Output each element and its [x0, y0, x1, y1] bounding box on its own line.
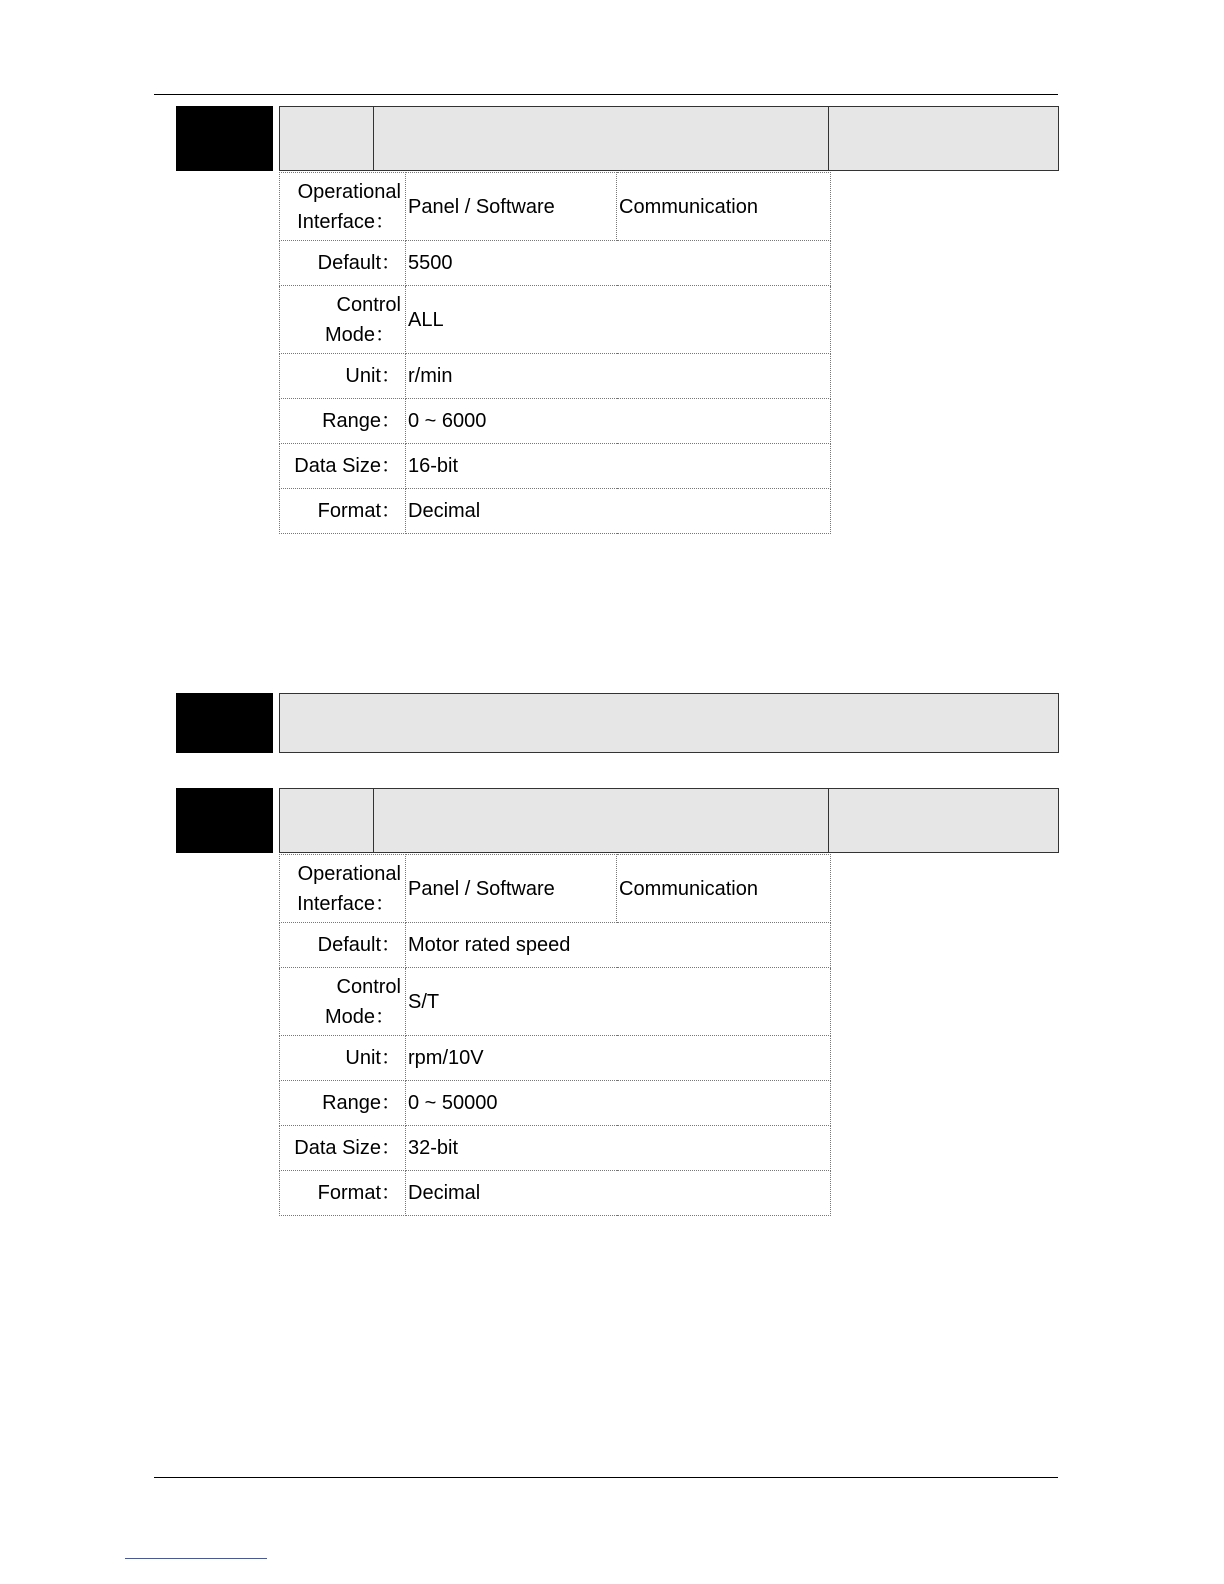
unit-label: Unit：	[280, 354, 406, 399]
default-label: Default：	[280, 241, 406, 286]
table-row	[280, 968, 831, 1036]
param-spec-table-3	[279, 854, 831, 1216]
param-header-2	[176, 693, 1059, 753]
bar-divider	[828, 789, 829, 852]
data-size-value: 32-bit	[406, 1126, 831, 1171]
label-line: Operational	[297, 862, 401, 885]
footer-link-underline	[125, 1558, 267, 1559]
bar-divider	[373, 107, 374, 170]
table-row	[280, 1171, 831, 1216]
label-line: Mode：	[324, 1005, 395, 1028]
data-size-value: 16-bit	[406, 444, 831, 489]
param-code-block	[176, 788, 273, 853]
label-line: Mode：	[324, 323, 395, 346]
param-title-bar	[279, 788, 1059, 853]
format-value: Decimal	[406, 1171, 831, 1216]
default-value: 5500	[406, 241, 831, 286]
bar-divider	[828, 107, 829, 170]
param-spec-table-1	[279, 172, 831, 534]
param-title-bar	[279, 693, 1059, 753]
unit-label: Unit：	[280, 1036, 406, 1081]
param-code-block	[176, 106, 273, 171]
range-label: Range：	[280, 1081, 406, 1126]
footer-rule	[154, 1477, 1058, 1478]
communication-cell: Communication	[617, 173, 831, 241]
table-row	[280, 286, 831, 354]
label-line: Interface：	[297, 210, 395, 233]
table-row	[280, 1081, 831, 1126]
bar-divider	[373, 789, 374, 852]
param-code-block	[176, 693, 273, 753]
control-mode-value: S/T	[406, 968, 831, 1036]
table-row	[280, 399, 831, 444]
table-row	[280, 173, 831, 241]
range-value: 0 ~ 6000	[406, 399, 831, 444]
operational-interface-label	[280, 173, 406, 241]
param-title-bar	[279, 106, 1059, 171]
range-value: 0 ~ 50000	[406, 1081, 831, 1126]
format-label: Format：	[280, 489, 406, 534]
table-row	[280, 1036, 831, 1081]
control-mode-label	[280, 968, 406, 1036]
header-rule	[154, 94, 1058, 95]
table-row	[280, 444, 831, 489]
label-line: Control	[336, 293, 401, 316]
operational-interface-label	[280, 855, 406, 923]
range-label: Range：	[280, 399, 406, 444]
param-header-1	[176, 106, 1059, 171]
communication-cell: Communication	[617, 855, 831, 923]
panel-software-cell: Panel / Software	[406, 173, 617, 241]
table-row	[280, 489, 831, 534]
panel-software-cell: Panel / Software	[406, 855, 617, 923]
param-header-3	[176, 788, 1059, 853]
table-row	[280, 241, 831, 286]
default-label: Default：	[280, 923, 406, 968]
data-size-label: Data Size：	[280, 444, 406, 489]
table-row	[280, 855, 831, 923]
table-row	[280, 1126, 831, 1171]
table-row	[280, 354, 831, 399]
table-row	[280, 923, 831, 968]
unit-value: r/min	[406, 354, 831, 399]
control-mode-label	[280, 286, 406, 354]
control-mode-value: ALL	[406, 286, 831, 354]
label-line: Control	[336, 975, 401, 998]
unit-value: rpm/10V	[406, 1036, 831, 1081]
format-label: Format：	[280, 1171, 406, 1216]
data-size-label: Data Size：	[280, 1126, 406, 1171]
default-value: Motor rated speed	[406, 923, 831, 968]
label-line: Interface：	[297, 892, 395, 915]
label-line: Operational	[297, 180, 401, 203]
format-value: Decimal	[406, 489, 831, 534]
